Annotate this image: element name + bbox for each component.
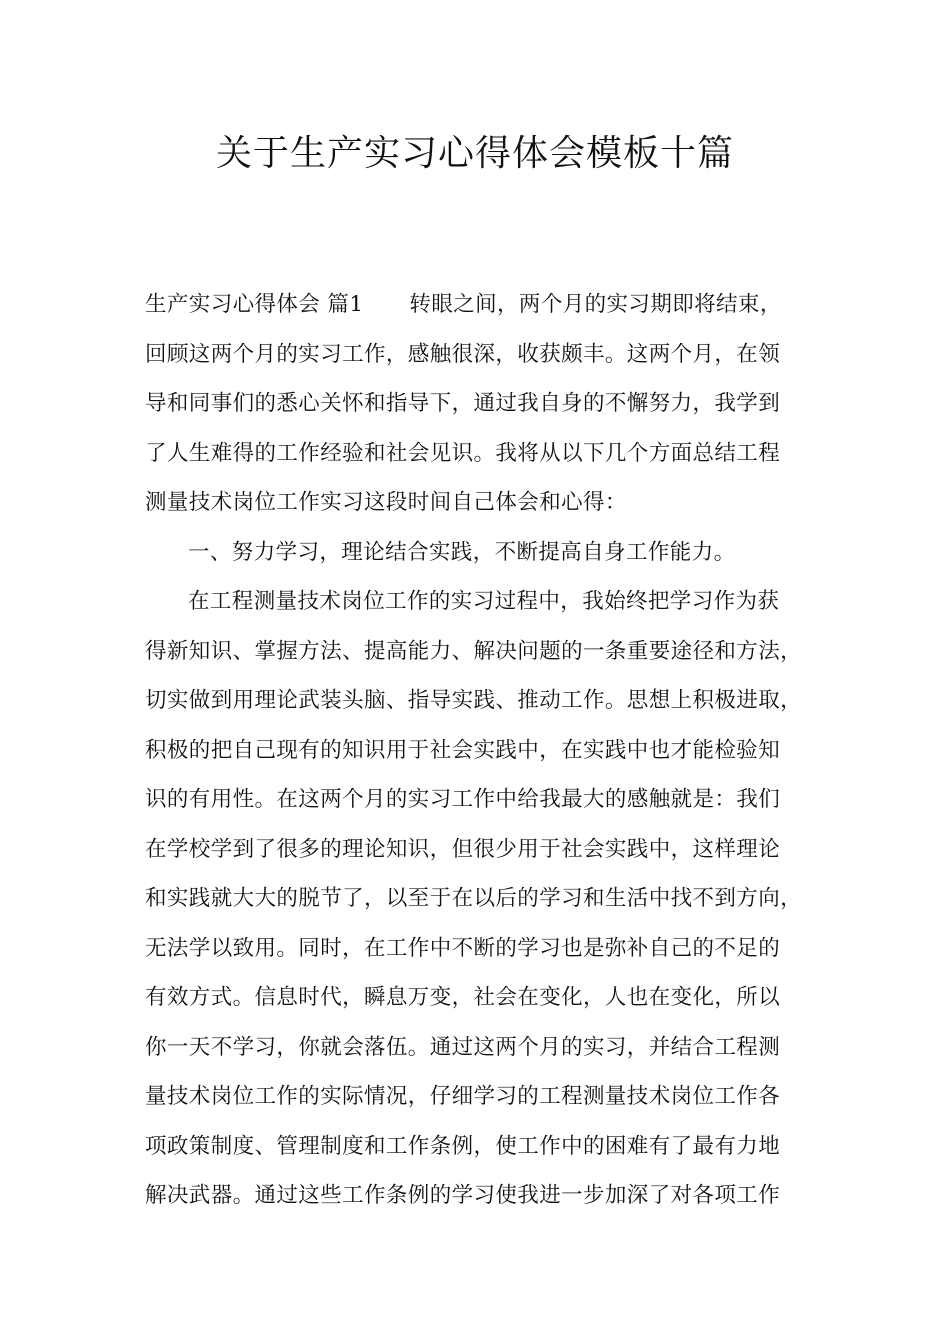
paragraph-line: 得新知识、掌握方法、提高能力、解决问题的一条重要途径和方法， [145,638,803,664]
paragraph-line: 你一天不学习，你就会落伍。通过这两个月的实习，并结合工程测 [145,1034,781,1060]
section-heading-line: 一、努力学习，理论结合实践，不断提高自身工作能力。 [188,539,736,565]
paragraph-line: 在学校学到了很多的理论知识，但很少用于社会实践中，这样理论 [145,836,781,862]
document-body [145,280,825,1221]
paragraph-line: 项政策制度、管理制度和工作条例，使工作中的困难有了最有力地 [145,1133,781,1159]
paragraph-line: 有效方式。信息时代，瞬息万变，社会在变化，人也在变化，所以 [145,985,781,1010]
paragraph-line: 了人生难得的工作经验和社会见识。我将从以下几个方面总结工程 [145,440,781,466]
paragraph-line: 量技术岗位工作的实际情况，仔细学习的工程测量技术岗位工作各 [145,1084,781,1109]
paragraph-line: 解决武器。通过这些工作条例的学习使我进一步加深了对各项工作 [145,1183,781,1208]
paragraph-line: 识的有用性。在这两个月的实习工作中给我最大的感触就是：我们 [145,787,781,812]
paragraph-line: 回顾这两个月的实习工作，感触很深，收获颇丰。这两个月，在领 [145,341,781,367]
paragraph-line: 导和同事们的悉心关怀和指导下，通过我自身的不懈努力，我学到 [145,391,781,416]
paragraph-line: 无法学以致用。同时，在工作中不断的学习也是弥补自己的不足的 [145,935,781,961]
paragraph-line: 和实践就大大的脱节了，以至于在以后的学习和生活中找不到方向， [145,886,803,911]
paragraph-line [145,280,825,330]
paragraph-line: 积极的把自己现有的知识用于社会实践中，在实践中也才能检验知 [145,737,781,763]
paragraph-line: 测量技术岗位工作实习这段时间自己体会和心得： [145,490,627,515]
section-heading: 生产实习心得体会 篇1 [145,292,364,317]
paragraph-text: 转眼之间，两个月的实习期即将结束， [409,292,782,317]
document-title: 关于生产实习心得体会模板十篇 [215,133,734,174]
paragraph-line: 切实做到用理论武装头脑、指导实践、推动工作。思想上积极进取， [145,688,803,713]
paragraph-line: 在工程测量技术岗位工作的实习过程中，我始终把学习作为获 [188,589,780,614]
